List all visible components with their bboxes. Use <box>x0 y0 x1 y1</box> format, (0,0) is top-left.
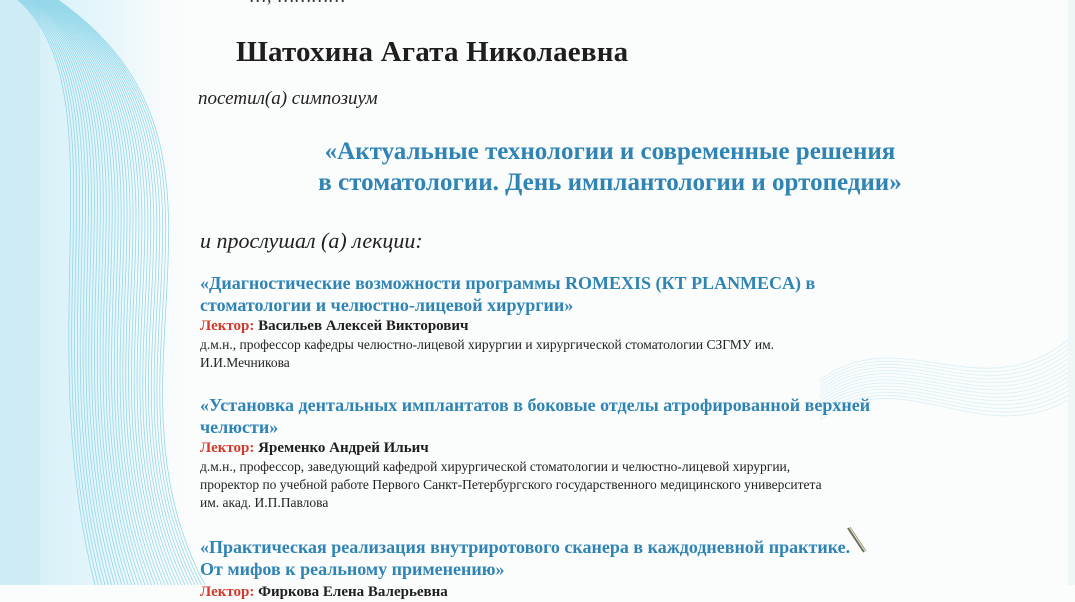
lecturer-name: Васильев Алексей Викторович <box>258 318 469 334</box>
description-line-1: д.м.н., профессор кафедры челюстно-лицевой хирургии и хирургической стоматологии СЗГМУ им. <box>200 337 774 352</box>
lecturer-name: Фиркова Елена Валерьевна <box>258 584 448 600</box>
lecturer-description <box>200 458 1050 512</box>
pen-mark-icon <box>842 524 872 558</box>
lecture-title-line-2: челюсти» <box>200 417 279 437</box>
top-clipped-text <box>250 0 346 7</box>
lecturer-name: Яременко Андрей Ильич <box>258 440 429 456</box>
lecture-title-line-1: «Установка дентальных имплантатов в боковые отделы атрофированной верхней <box>200 395 871 415</box>
lecture-item <box>200 536 1050 602</box>
description-line-3: им. акад. И.П.Павлова <box>200 495 329 510</box>
lecture-title <box>200 394 1050 438</box>
lecturer-line <box>200 438 1050 458</box>
lecture-title-line-2: стоматологии и челюстно-лицевой хирургии» <box>200 295 574 315</box>
lecture-title <box>200 272 1050 316</box>
lecturer-label: Лектор: <box>200 440 255 456</box>
lecturer-label: Лектор: <box>200 584 255 600</box>
description-line-1: д.м.н., профессор, заведующий кафедрой хирургической стоматологии и челюстно-лицевой хирургии, <box>200 459 791 474</box>
lecturer-label: Лектор: <box>200 318 255 334</box>
lecturer-line <box>200 316 1050 336</box>
lecture-title-line-2: От мифов к реальному применению» <box>200 559 505 579</box>
symposium-title-line-2: в стоматологии. День имплантологии и ортопедии» <box>318 169 902 196</box>
lecturer-description <box>200 336 1050 372</box>
recipient-name: Шатохина Агата Николаевна <box>236 36 629 68</box>
lecturer-line <box>200 582 1050 602</box>
description-line-2: проректор по учебной работе Первого Санкт-Петербургского государственного медицинского университета <box>200 477 822 492</box>
lecture-title-line-1: «Практическая реализация внутриротового сканера в каждодневной практике. <box>200 537 851 557</box>
description-line-2: И.И.Мечникова <box>200 355 290 370</box>
attended-label: посетил(а) симпозиум <box>198 88 378 109</box>
symposium-title-line-1: «Актуальные технологии и современные решения <box>324 138 896 165</box>
lecture-item <box>200 394 1050 512</box>
symposium-title <box>160 136 1060 198</box>
listened-label: и прослушал (а) лекции: <box>200 228 423 253</box>
lecture-title <box>200 536 1050 580</box>
lecture-title-line-1: «Диагностические возможности программы ROMEXIS (КТ PLANMECA) в <box>200 273 816 293</box>
lecture-item <box>200 272 1050 372</box>
